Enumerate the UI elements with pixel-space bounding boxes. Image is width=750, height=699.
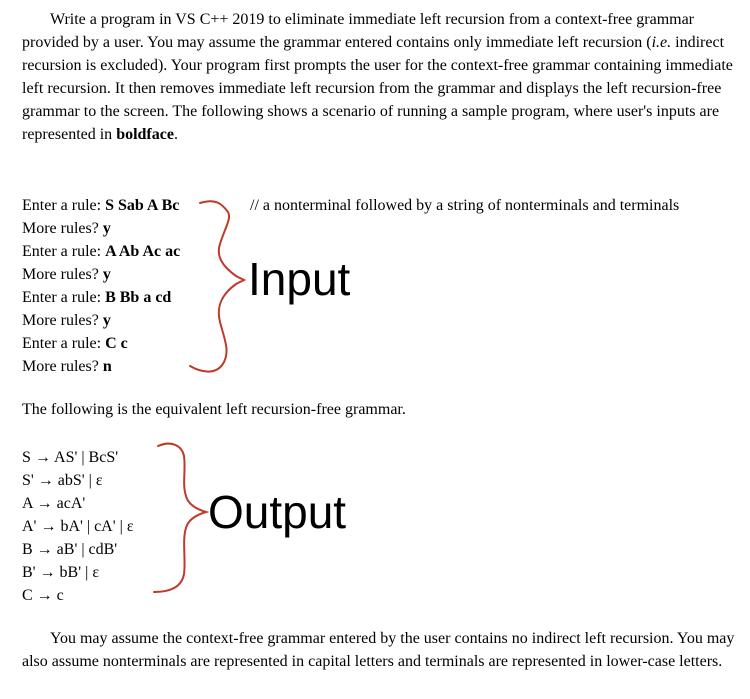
session-prompt: More rules? bbox=[22, 312, 103, 329]
grammar-rule: C → c bbox=[22, 587, 64, 604]
rule-comment: // a nonterminal followed by a string of nonterminals and terminals bbox=[250, 197, 680, 214]
grammar-rule: B → aB' | cdB' bbox=[22, 541, 118, 558]
intro-bold: boldface bbox=[116, 126, 174, 143]
session-input: C c bbox=[105, 335, 128, 352]
input-brace bbox=[190, 201, 244, 371]
output-annotation: Output bbox=[208, 486, 347, 538]
session-input: B Bb a cd bbox=[105, 289, 172, 306]
session-prompt: Enter a rule: bbox=[22, 243, 106, 260]
output-brace bbox=[154, 444, 206, 592]
session-prompt: Enter a rule: bbox=[22, 335, 106, 352]
session-prompt: More rules? bbox=[22, 220, 103, 237]
session-prompt: More rules? bbox=[22, 266, 103, 283]
intro-end: . bbox=[173, 126, 178, 143]
session-prompt: Enter a rule: bbox=[22, 197, 106, 214]
session-input: S Sab A Bc bbox=[105, 197, 180, 214]
session-input: y bbox=[102, 220, 111, 237]
grammar-rule: S' → abS' | ε bbox=[22, 472, 103, 489]
closing-paragraph: You may assume the context-free grammar entered by the user contains no indirect left recursion. You may also assume nonterminals are represented in capital letters and terminals are represented in lower-case letters. bbox=[22, 630, 735, 670]
intro-ie: i.e. bbox=[651, 34, 672, 51]
grammar-rule: B' → bB' | ε bbox=[22, 564, 100, 581]
input-annotation: Input bbox=[248, 253, 351, 305]
grammar-rule: A → acA' bbox=[22, 495, 86, 512]
equivalent-grammar-text: The following is the equivalent left recursion-free grammar. bbox=[22, 401, 406, 418]
grammar-rule: A' → bA' | cA' | ε bbox=[22, 518, 134, 535]
session-prompt: Enter a rule: bbox=[22, 289, 106, 306]
session-input: y bbox=[102, 312, 111, 329]
session-input: A Ab Ac ac bbox=[105, 243, 181, 260]
intro-mid: indirect recursion is excluded). Your program first prompts the user for the context-free grammar containing immediate left recursion. It then removes immediate left recursion from the grammar and displays the left recursion-free grammar to the screen. The following shows a scenario of running a sample program, where user's inputs are represented in bbox=[22, 34, 733, 143]
session-input: n bbox=[102, 358, 112, 375]
intro-lead: Write a program in VS C++ 2019 to eliminate immediate left recursion from a context-free grammar provided by a user. You may assume the grammar entered contains only immediate left recursion ( bbox=[22, 11, 695, 51]
grammar-rule: S → AS' | BcS' bbox=[22, 449, 119, 466]
session-prompt: More rules? bbox=[22, 358, 103, 375]
session-input: y bbox=[102, 266, 111, 283]
